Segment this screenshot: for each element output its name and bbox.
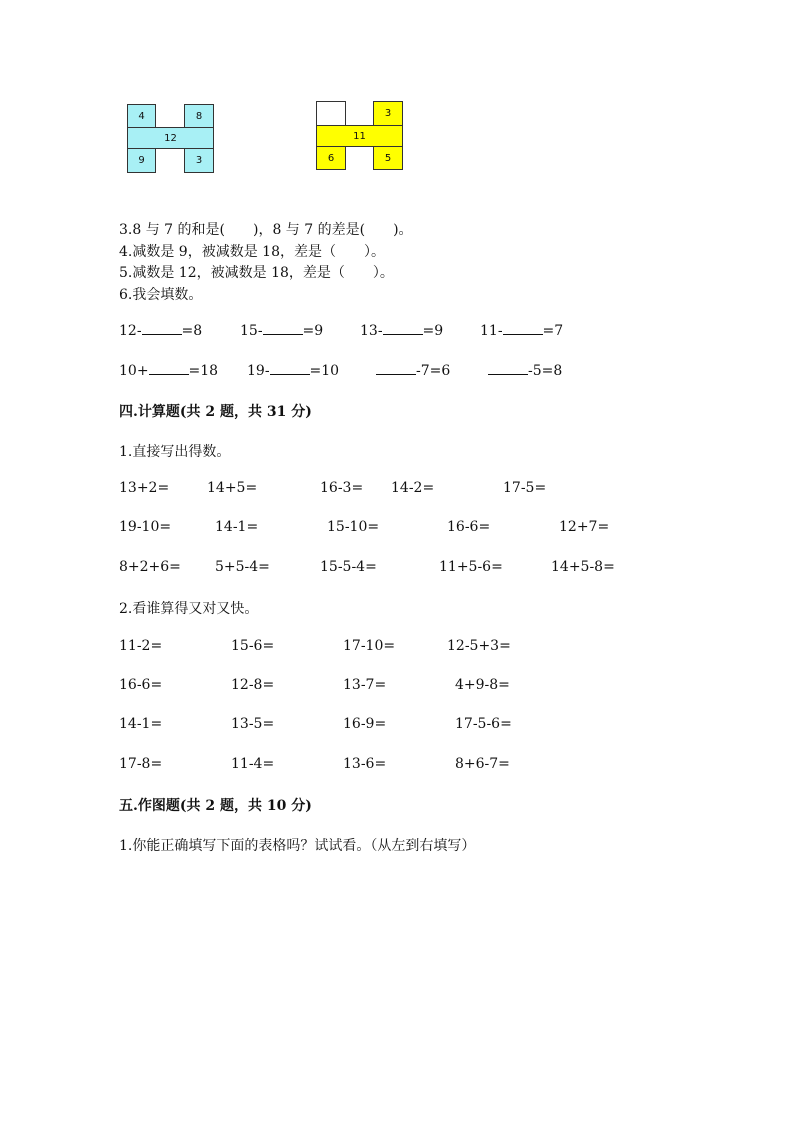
fill-item bbox=[240, 322, 323, 339]
calc-item: 12+7= bbox=[559, 519, 610, 535]
fill-suffix: =9 bbox=[422, 323, 444, 339]
calc-item: 14+5-8= bbox=[551, 559, 615, 575]
fill-item bbox=[480, 322, 563, 339]
question-5: 5.减数是 12，被减数是 18，差是（ ）。 bbox=[119, 265, 394, 281]
section-4-question-1: 1.直接写出得数。 bbox=[119, 444, 231, 460]
calc-item: 16-9= bbox=[343, 716, 387, 732]
calc-item: 8+6-7= bbox=[455, 756, 510, 772]
figure-cell: 12 bbox=[127, 127, 214, 149]
calc-item: 15-6= bbox=[231, 638, 275, 654]
figure-cell: 8 bbox=[184, 104, 214, 128]
calc-item: 14-1= bbox=[119, 716, 163, 732]
calc-item: 19-10= bbox=[119, 519, 172, 535]
calc-item: 11-4= bbox=[231, 756, 275, 772]
calc-item: 14-1= bbox=[215, 519, 259, 535]
figure-cell: 6 bbox=[316, 146, 346, 170]
answer-blank[interactable] bbox=[383, 322, 423, 335]
question-6: 6.我会填数。 bbox=[119, 287, 203, 303]
question-4: 4.减数是 9，被减数是 18，差是（ ）。 bbox=[119, 244, 385, 260]
fill-item bbox=[376, 362, 450, 379]
question-3: 3.8 与 7 的和是( )，8 与 7 的差是( )。 bbox=[119, 222, 413, 238]
answer-blank[interactable] bbox=[376, 362, 416, 375]
calc-item: 4+9-8= bbox=[455, 677, 510, 693]
figure-cell: 3 bbox=[373, 101, 403, 126]
calc-item: 12-8= bbox=[231, 677, 275, 693]
fill-suffix: =18 bbox=[188, 363, 219, 379]
calc-item: 15-5-4= bbox=[320, 559, 377, 575]
calc-item: 16-6= bbox=[447, 519, 491, 535]
fill-suffix: -5=8 bbox=[528, 363, 563, 379]
answer-blank[interactable] bbox=[263, 322, 303, 335]
figure-cell: 11 bbox=[316, 125, 403, 147]
answer-blank[interactable] bbox=[142, 322, 182, 335]
answer-blank[interactable] bbox=[149, 362, 189, 375]
fill-suffix: =9 bbox=[302, 323, 324, 339]
calc-item: 16-6= bbox=[119, 677, 163, 693]
answer-blank[interactable] bbox=[503, 322, 543, 335]
fill-item bbox=[119, 362, 218, 379]
fill-suffix: =8 bbox=[181, 323, 203, 339]
fill-item bbox=[488, 362, 562, 379]
section-5-title: 五.作图题(共 2 题，共 10 分) bbox=[119, 798, 312, 814]
fill-prefix: 19- bbox=[247, 363, 270, 379]
calc-item: 14-2= bbox=[391, 480, 435, 496]
fill-prefix: 12- bbox=[119, 323, 142, 339]
section-4-question-2: 2.看谁算得又对又快。 bbox=[119, 601, 259, 617]
answer-blank[interactable] bbox=[488, 362, 528, 375]
fill-suffix: -7=6 bbox=[416, 363, 451, 379]
answer-blank[interactable] bbox=[270, 362, 310, 375]
figure-cell: 3 bbox=[184, 148, 214, 173]
calc-item: 11+5-6= bbox=[439, 559, 503, 575]
calc-item: 13+2= bbox=[119, 480, 170, 496]
fill-prefix: 13- bbox=[360, 323, 383, 339]
fill-prefix: 15- bbox=[240, 323, 263, 339]
section-4-title: 四.计算题(共 2 题，共 31 分) bbox=[119, 404, 312, 420]
fill-suffix: =10 bbox=[309, 363, 340, 379]
figure-cell: 9 bbox=[127, 148, 156, 173]
fill-prefix: 10+ bbox=[119, 363, 149, 379]
fill-item bbox=[247, 362, 339, 379]
figure-cell: 5 bbox=[373, 146, 403, 170]
calc-item: 8+2+6= bbox=[119, 559, 181, 575]
fill-item bbox=[119, 322, 202, 339]
figure-cell: 4 bbox=[127, 104, 156, 128]
calc-item: 15-10= bbox=[327, 519, 380, 535]
fill-item bbox=[360, 322, 443, 339]
calc-item: 11-2= bbox=[119, 638, 163, 654]
fill-prefix: 11- bbox=[480, 323, 503, 339]
calc-item: 13-5= bbox=[231, 716, 275, 732]
calc-item: 13-7= bbox=[343, 677, 387, 693]
calc-item: 17-5-6= bbox=[455, 716, 512, 732]
calc-item: 13-6= bbox=[343, 756, 387, 772]
section-5-question-1: 1.你能正确填写下面的表格吗？试试看。（从左到右填写） bbox=[119, 838, 476, 854]
calc-item: 12-5+3= bbox=[447, 638, 511, 654]
calc-item: 16-3= bbox=[320, 480, 364, 496]
fill-suffix: =7 bbox=[542, 323, 564, 339]
calc-item: 5+5-4= bbox=[215, 559, 270, 575]
calc-item: 17-8= bbox=[119, 756, 163, 772]
calc-item: 17-5= bbox=[503, 480, 547, 496]
figure-cell-empty bbox=[316, 101, 346, 126]
calc-item: 14+5= bbox=[207, 480, 258, 496]
calc-item: 17-10= bbox=[343, 638, 396, 654]
